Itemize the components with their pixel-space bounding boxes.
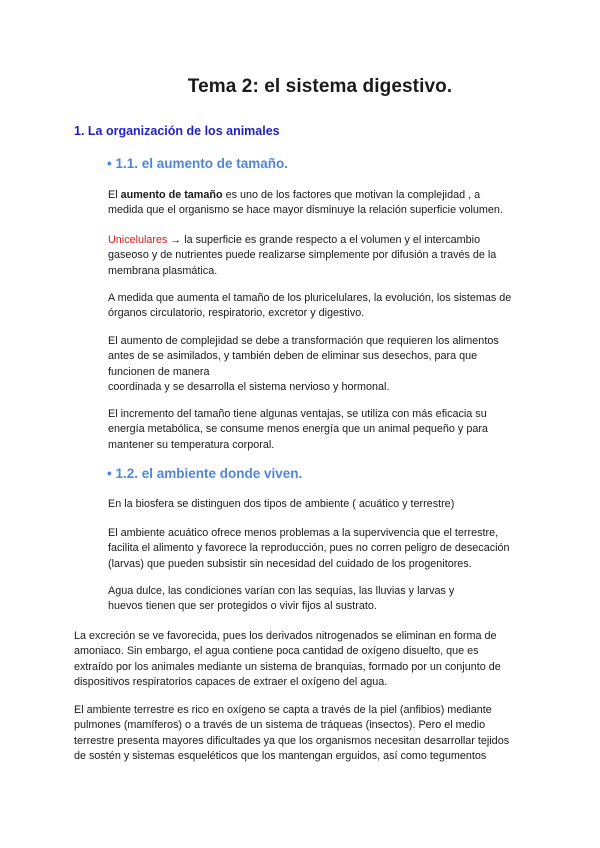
paragraph-complejidad xyxy=(108,334,528,395)
paragraph-biosfera xyxy=(108,497,528,512)
paragraph-line: En la biosfera se distinguen dos tipos de ambiente ( acuático y terrestre) xyxy=(108,498,455,510)
paragraph-ambiente-terrestre xyxy=(74,703,524,764)
paragraph-line: mantener su temperatura corporal. xyxy=(108,438,275,451)
paragraph-unicelulares xyxy=(108,233,528,279)
paragraph-line xyxy=(108,188,528,203)
paragraph-line: funcionen de manera xyxy=(108,365,210,378)
paragraph-line: El ambiente acuático ofrece menos problemas a la supervivencia que el terrestre, xyxy=(108,527,499,539)
paragraph-line: Agua dulce, las condiciones varían con las sequías, las lluvias y larvas y xyxy=(108,585,455,597)
paragraph-line: A medida que aumenta el tamaño de los pluricelulares, la evolución, los sistemas de xyxy=(108,292,512,304)
paragraph-line: energía metabólica, se consume menos energía que un animal pequeño y para xyxy=(108,423,488,436)
bold-term: aumento de tamaño xyxy=(120,189,223,201)
paragraph-line: dispositivos respiratorios capaces de extraer el oxígeno del agua. xyxy=(74,675,388,688)
text-run: El xyxy=(108,189,121,201)
paragraph-agua-dulce xyxy=(108,584,528,615)
paragraph-line: gaseoso y de nutrientes puede realizarse simplemente por difusión a través de la xyxy=(108,249,497,262)
paragraph-line: La excreción se ve favorecida, pues los derivados nitrogenados se eliminan en forma de xyxy=(74,630,497,642)
highlight-term: Unicelulares xyxy=(108,234,168,246)
paragraph-line: membrana plasmática. xyxy=(108,264,218,277)
paragraph-line: El aumento de complejidad se debe a transformación que requieren los alimentos xyxy=(108,335,499,347)
paragraph-line: terrestre presenta mayores dificultades ya que los organismos necesitan desarrollar tejidos xyxy=(74,734,510,747)
paragraph-line: medida que el organismo se hace mayor disminuye la relación superficie volumen. xyxy=(108,204,503,217)
text-run: es uno de los factores que motivan la complejidad , a xyxy=(222,189,481,201)
paragraph-line: antes de se asimilados, y también deben de eliminar sus desechos, para que xyxy=(108,350,478,363)
paragraph-line: coordinada y se desarrolla el sistema nervioso y hormonal. xyxy=(108,380,390,393)
paragraph-line: El ambiente terrestre es rico en oxígeno se capta a través de la piel (anfibios) mediante xyxy=(74,704,492,716)
paragraph-line: El incremento del tamaño tiene algunas ventajas, se utiliza con más eficacia su xyxy=(108,408,487,420)
paragraph-line: pulmones (mamíferos) o a través de un sistema de tráqueas (insectos). Pero el medio xyxy=(74,719,486,732)
paragraph-line: huevos tienen que ser protegidos o vivir fijos al sustrato. xyxy=(108,600,377,613)
paragraph-line xyxy=(108,233,528,248)
paragraph-pluricelulares xyxy=(108,291,528,322)
paragraph-line: facilita el alimento y favorece la reproducción, pues no corren peligro de desecación xyxy=(108,542,510,555)
paragraph-line: (larvas) que pueden subsistir sin necesidad del cuidado de los progenitores. xyxy=(108,557,472,570)
subsection-heading-aumento-tamano: • 1.1. el aumento de tamaño. xyxy=(107,156,289,171)
paragraph-line: órganos circulatorio, respiratorio, excretor y digestivo. xyxy=(108,307,365,320)
paragraph-aumento-tamano xyxy=(108,188,528,219)
paragraph-line: de sostén y sistemas esqueléticos que los mantengan erguidos, así como tegumentos xyxy=(74,749,487,762)
paragraph-excrecion xyxy=(74,629,524,690)
page-title: Tema 2: el sistema digestivo. xyxy=(187,76,453,97)
subsection-heading-ambiente: • 1.2. el ambiente donde viven. xyxy=(107,466,303,481)
paragraph-acuatico xyxy=(108,526,528,572)
paragraph-ventajas xyxy=(108,407,528,453)
section-heading-organizacion: 1. La organización de los animales xyxy=(74,124,280,138)
text-run: → la superficie es grande respecto a el volumen y el intercambio xyxy=(167,234,481,246)
paragraph-line: amoniaco. Sin embargo, el agua contiene poca cantidad de oxígeno disuelto, que es xyxy=(74,645,479,658)
paragraph-line: extraído por los animales mediante un sistema de branquias, formado por un conjunto de xyxy=(74,660,501,673)
